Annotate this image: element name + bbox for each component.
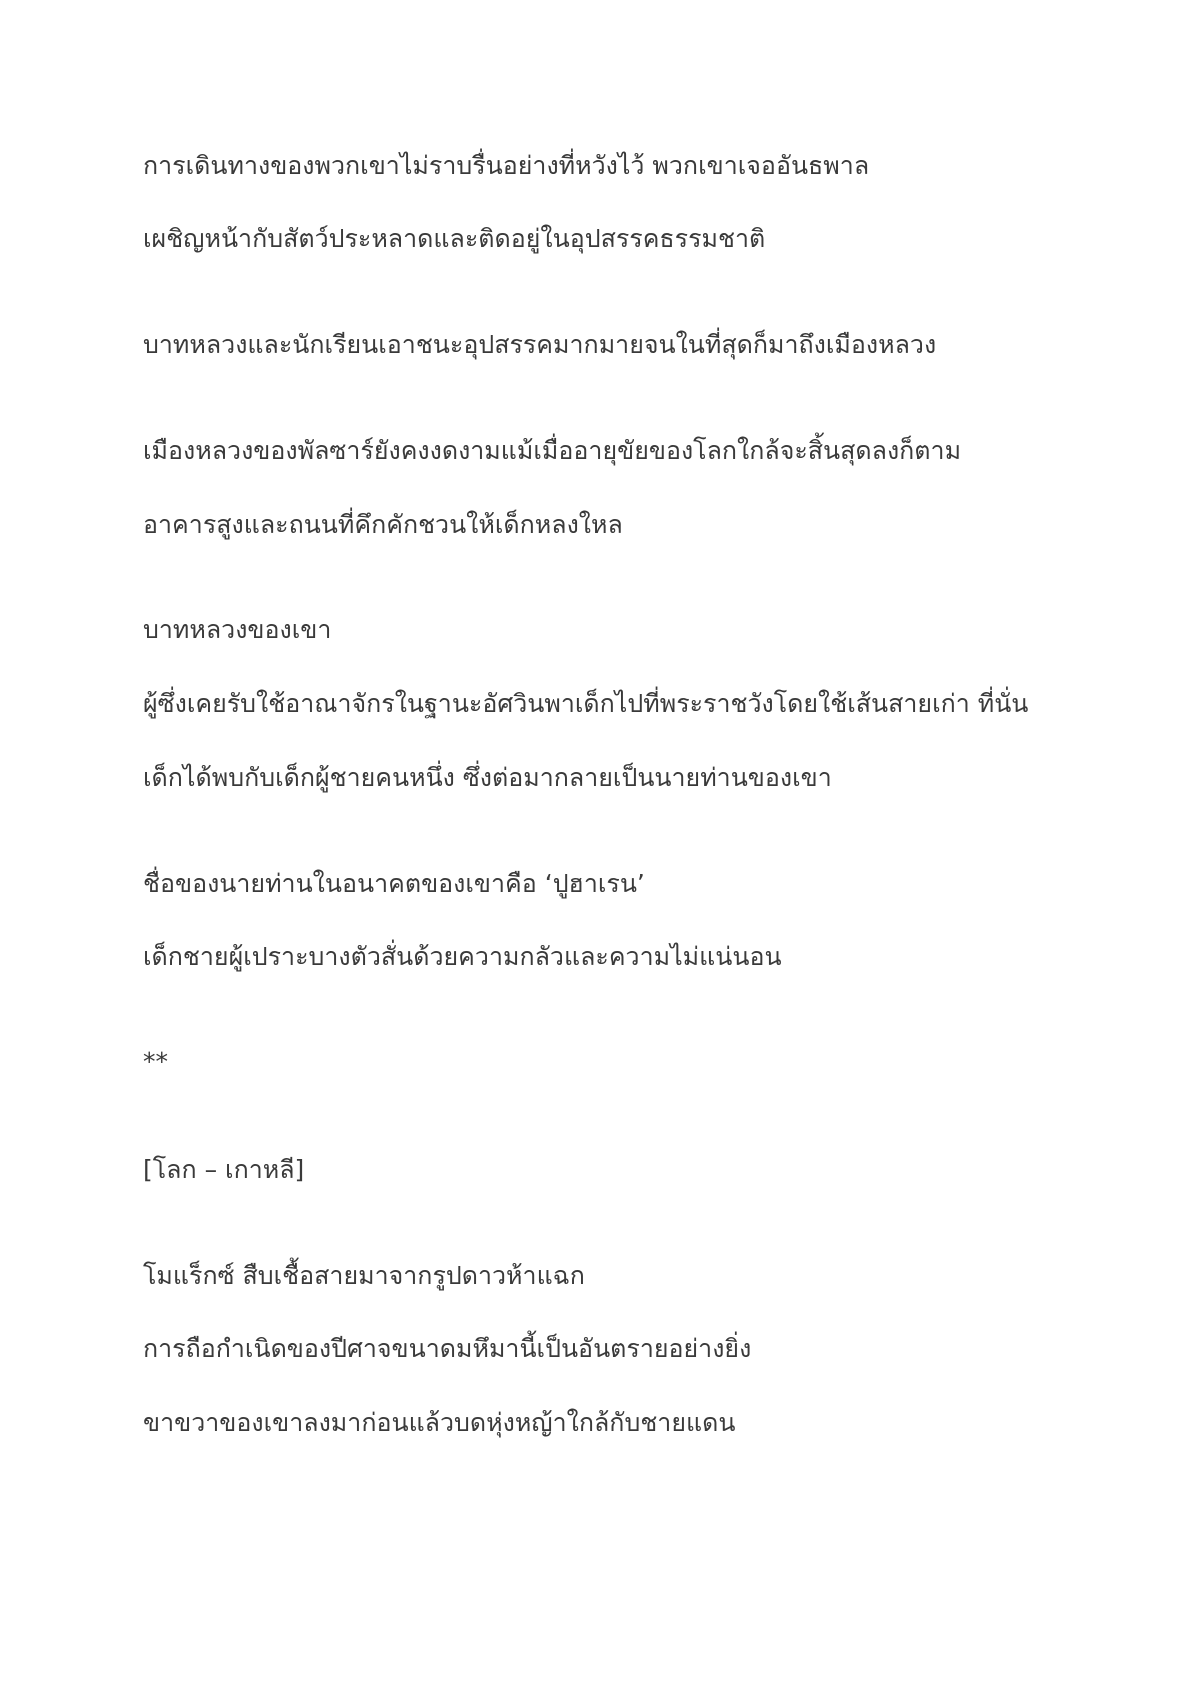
text-line: บาทหลวงของเขา	[143, 615, 332, 644]
section-heading: [โลก – เกาหลี]	[143, 1155, 305, 1184]
text-line: ขาขวาของเขาลงมาก่อนแล้วบดหุ่งหญ้าใกล้กับชายแดน	[143, 1408, 736, 1437]
text-line: บาทหลวงและนักเรียนเอาชนะอุปสรรคมากมายจนในที่สุดก็มาถึงเมืองหลวง	[143, 330, 937, 359]
text-line: เผชิญหน้ากับสัตว์ประหลาดและติดอยู่ในอุปสรรคธรรมชาติ	[143, 224, 766, 253]
text-line: ชื่อของนายท่านในอนาคตของเขาคือ ‘ปูฮาเรน’	[143, 869, 645, 898]
text-line: เด็กชายผู้เปราะบางตัวสั่นด้วยความกลัวและความไม่แน่นอน	[143, 942, 782, 971]
text-line: การเดินทางของพวกเขาไม่ราบรื่นอย่างที่หวังไว้ พวกเขาเจออันธพาล	[143, 151, 870, 180]
text-line: การถือกำเนิดของปีศาจขนาดมหึมานี้เป็นอันตรายอย่างยิ่ง	[143, 1334, 752, 1363]
section-separator: **	[143, 1047, 168, 1076]
text-line: ผู้ซึ่งเคยรับใช้อาณาจักรในฐานะอัศวินพาเด็กไปที่พระราชวังโดยใช้เส้นสายเก่า ที่นั่น	[143, 689, 1029, 718]
text-line: โมแร็กซ์ สืบเชื้อสายมาจากรูปดาวห้าแฉก	[143, 1261, 585, 1290]
text-line: เด็กได้พบกับเด็กผู้ชายคนหนึ่ง ซึ่งต่อมากลายเป็นนายท่านของเขา	[143, 763, 832, 792]
text-line: อาคารสูงและถนนที่คึกคักชวนให้เด็กหลงใหล	[143, 510, 623, 539]
text-line: เมืองหลวงของพัลซาร์ยังคงงดงามแม้เมื่ออายุขัยของโลกใกล้จะสิ้นสุดลงก็ตาม	[143, 436, 962, 465]
